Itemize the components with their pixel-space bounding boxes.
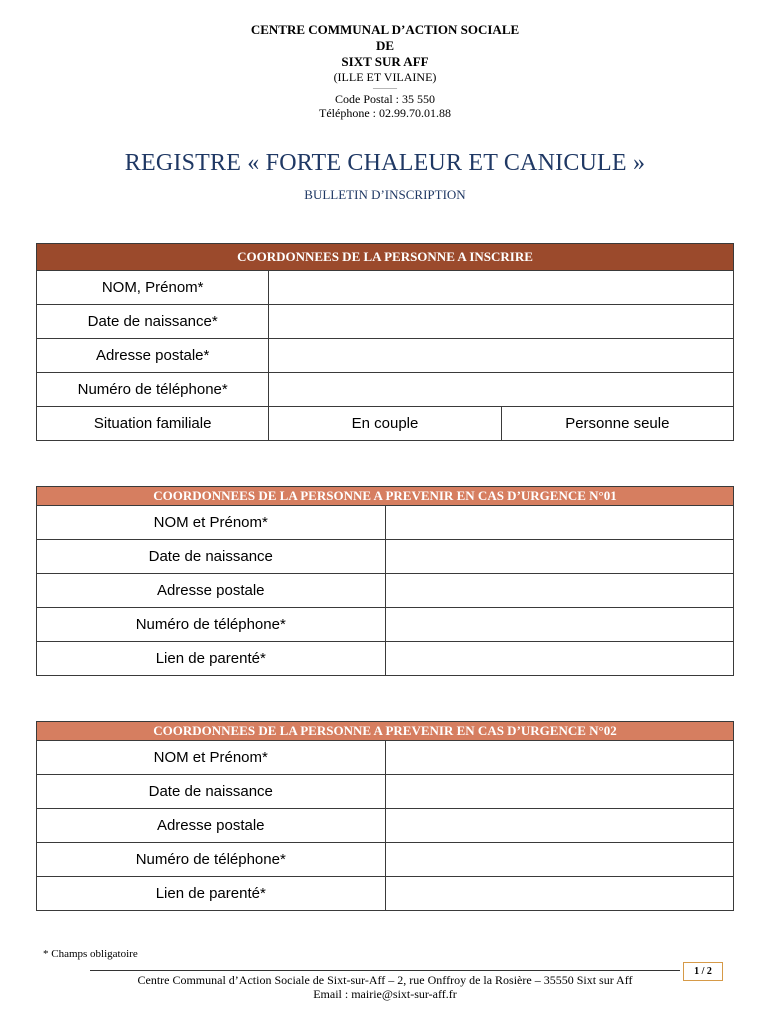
form-row (37, 608, 734, 642)
form-row (37, 540, 734, 574)
org-name-de: DE (375, 38, 395, 53)
field-label: Adresse postale* (37, 339, 269, 373)
name-field[interactable] (385, 741, 734, 775)
header-separator: ——— (373, 83, 397, 92)
phone-field[interactable] (269, 373, 734, 407)
field-label: Numéro de téléphone* (37, 373, 269, 407)
page-title: REGISTRE « FORTE CHALEUR ET CANICULE » (124, 150, 646, 176)
letterhead (0, 22, 770, 120)
field-label: NOM, Prénom* (37, 271, 269, 305)
field-label: Lien de parenté* (37, 642, 386, 676)
phone-number: Téléphone : 02.99.70.01.88 (319, 106, 451, 120)
phone-field[interactable] (385, 843, 734, 877)
birthdate-field[interactable] (385, 775, 734, 809)
required-fields-note: * Champs obligatoire (43, 948, 138, 960)
form-row (37, 305, 734, 339)
option-couple[interactable]: En couple (269, 407, 501, 441)
section-header (37, 722, 734, 741)
form-row (37, 339, 734, 373)
field-label: Numéro de téléphone* (37, 608, 386, 642)
form-row (37, 407, 734, 441)
person-to-register-table (36, 243, 734, 441)
field-label: NOM et Prénom* (37, 741, 386, 775)
org-name: CENTRE COMMUNAL D’ACTION SOCIALE (250, 22, 520, 37)
footer-divider (90, 970, 680, 971)
address-field[interactable] (269, 339, 734, 373)
form-row (37, 506, 734, 540)
section-header-text: COORDONNEES DE LA PERSONNE A INSCRIRE (37, 244, 734, 271)
name-field[interactable] (269, 271, 734, 305)
birthdate-field[interactable] (385, 540, 734, 574)
option-single[interactable]: Personne seule (501, 407, 733, 441)
relationship-field[interactable] (385, 642, 734, 676)
address-field[interactable] (385, 574, 734, 608)
form-row (37, 809, 734, 843)
form-row (37, 843, 734, 877)
section-header (37, 244, 734, 271)
form-row (37, 877, 734, 911)
phone-field[interactable] (385, 608, 734, 642)
field-label: Date de naissance (37, 775, 386, 809)
emergency-contact-1-table (36, 486, 734, 676)
section-header (37, 487, 734, 506)
emergency-contact-2-table (36, 721, 734, 911)
org-town: SIXT SUR AFF (341, 54, 429, 69)
org-region: (ILLE ET VILAINE) (333, 70, 437, 84)
form-row (37, 775, 734, 809)
field-label: Date de naissance* (37, 305, 269, 339)
field-label: Numéro de téléphone* (37, 843, 386, 877)
footer-email: Email : mairie@sixt-sur-aff.fr (313, 987, 457, 1001)
relationship-field[interactable] (385, 877, 734, 911)
field-label: Adresse postale (37, 809, 386, 843)
field-label: Lien de parenté* (37, 877, 386, 911)
field-label: Adresse postale (37, 574, 386, 608)
birthdate-field[interactable] (269, 305, 734, 339)
form-row (37, 373, 734, 407)
address-field[interactable] (385, 809, 734, 843)
form-row (37, 741, 734, 775)
field-label: Situation familiale (37, 407, 269, 441)
page-subtitle: BULLETIN D’INSCRIPTION (304, 187, 466, 202)
page-number: 1 / 2 (683, 962, 723, 981)
footer-address: Centre Communal d’Action Sociale de Sixt-sur-Aff – 2, rue Onffroy de la Rosière – 35550 Sixt sur Aff (137, 973, 633, 987)
name-field[interactable] (385, 506, 734, 540)
section-header-text: COORDONNEES DE LA PERSONNE A PREVENIR EN CAS D’URGENCE N°01 (37, 487, 734, 506)
form-row (37, 642, 734, 676)
form-row (37, 574, 734, 608)
form-row (37, 271, 734, 305)
field-label: NOM et Prénom* (37, 506, 386, 540)
section-header-text: COORDONNEES DE LA PERSONNE A PREVENIR EN CAS D’URGENCE N°02 (37, 722, 734, 741)
page-footer (0, 973, 770, 1001)
field-label: Date de naissance (37, 540, 386, 574)
postal-code: Code Postal : 35 550 (334, 92, 435, 106)
